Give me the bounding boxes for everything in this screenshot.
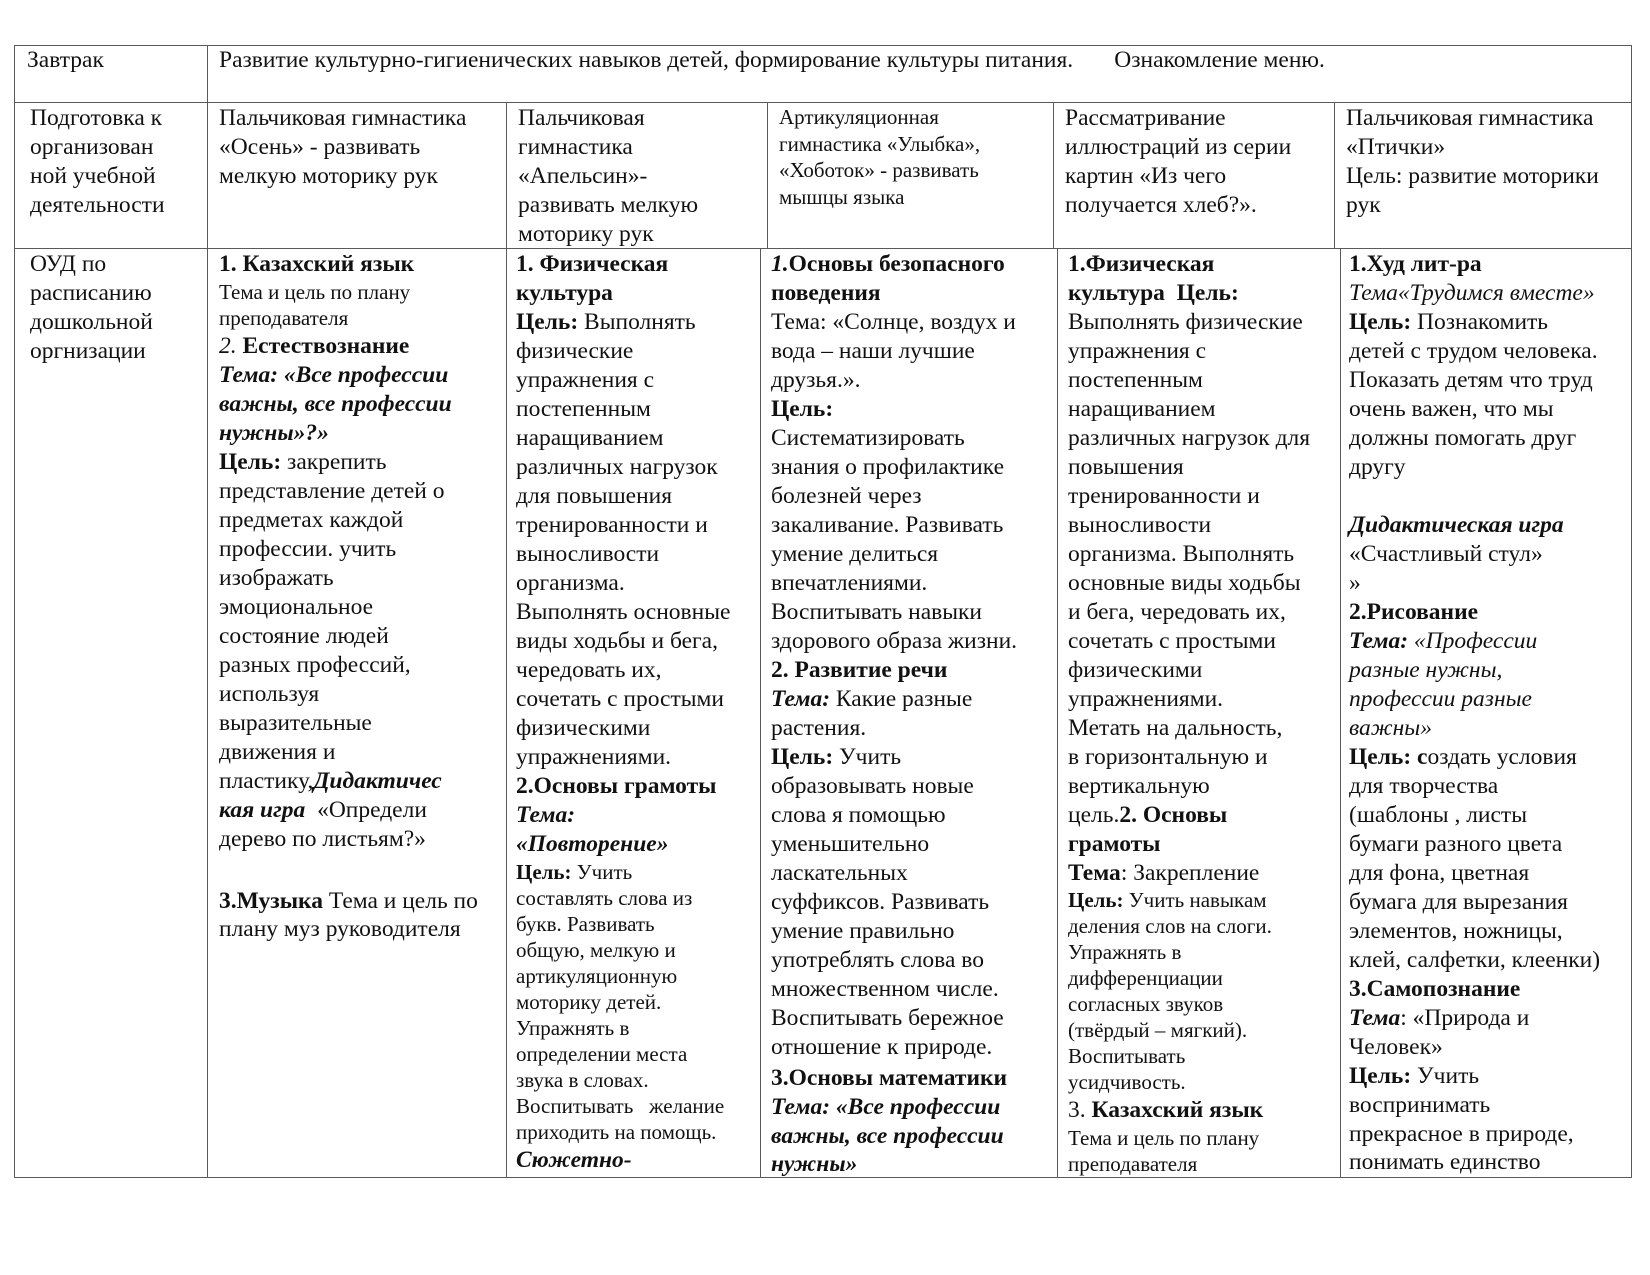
text-line: воспринимать — [1349, 1092, 1491, 1118]
text-line: используя — [219, 681, 320, 707]
text-line: Цель: Учить навыкам — [1068, 888, 1267, 912]
text-line: умение делиться — [771, 541, 939, 567]
text-line: разных профессий, — [219, 652, 411, 678]
text-line: Человек» — [1349, 1034, 1443, 1060]
text-line: Тема: «Профессии — [1349, 628, 1538, 654]
text-line: слова я помощью — [771, 802, 946, 828]
text-line: согласных звуков — [1068, 992, 1224, 1016]
text-line: физическими — [1068, 657, 1203, 683]
breakfast-description: Развитие культурно-гигиенических навыков детей, формирование культуры питания. Ознакомление меню. — [219, 47, 1325, 73]
text-line: тренированности и — [1068, 483, 1260, 509]
text-line: разные нужны, — [1349, 657, 1503, 683]
text-line: 2.Рисование — [1349, 599, 1479, 625]
text-line: Тема: «Природа и — [1349, 1005, 1530, 1031]
text-line: образовывать новые — [771, 773, 974, 799]
text-line: нужны» — [771, 1151, 858, 1177]
text-line: плану муз руководителя — [219, 916, 461, 942]
text-line: общую, мелкую и — [516, 938, 676, 962]
text-line: уменьшительно — [771, 831, 930, 857]
text-line: Цель: Учить — [771, 744, 902, 770]
text-line: впечатлениями. — [771, 570, 928, 596]
text-line: пластику,Дидактичес — [219, 768, 442, 794]
text-line: упражнения с — [516, 367, 655, 393]
text-line: Тема: — [516, 802, 576, 828]
text-line: эмоциональное — [219, 594, 374, 620]
text-line: 1.Основы безопасного — [771, 251, 1005, 277]
text-line: вода – наши лучшие — [771, 338, 975, 364]
text-line: и бега, чередовать их, — [1068, 599, 1286, 625]
text-line: физические — [516, 338, 634, 364]
text-line: » — [1349, 570, 1361, 596]
text-line: 2. Развитие речи — [771, 657, 948, 683]
text-line: Цель: Выполнять — [516, 309, 696, 335]
prep-cell-tuesday: Пальчиковая гимнастика «Апельсин»- развивать мелкую моторику рук — [518, 105, 699, 247]
text-line: физическими — [516, 715, 651, 741]
text-line: 3. Казахский язык — [1068, 1097, 1264, 1123]
text-line: приходить на помощь. — [516, 1120, 717, 1144]
row-divider-2 — [14, 248, 1632, 249]
text-line: умение правильно — [771, 918, 955, 944]
text-line: культура Цель: — [1068, 280, 1239, 306]
text-line: детей с трудом человека. — [1349, 338, 1598, 364]
text-line: суффиксов. Развивать — [771, 889, 990, 915]
table-border-left — [14, 45, 15, 1178]
text-line: прекрасное в природе, — [1349, 1121, 1574, 1147]
text-line: Воспитывать желание — [516, 1094, 725, 1118]
text-line: изображать — [219, 565, 334, 591]
text-line: Тема и цель по плану — [219, 280, 411, 304]
text-line: Тема: Закрепление — [1068, 860, 1260, 886]
col-divider-r3-1 — [506, 248, 507, 1178]
text-line: наращиванием — [1068, 396, 1216, 422]
text-line: 1. Физическая — [516, 251, 669, 277]
text-line: представление детей о — [219, 478, 445, 504]
text-line: Цель: Учить — [516, 860, 633, 884]
text-line: дифференциации — [1068, 966, 1223, 990]
text-line: 2. Естествознание — [219, 333, 410, 359]
text-line: кая игра «Определи — [219, 797, 427, 823]
text-line: грамоты — [1068, 831, 1161, 857]
text-line: организма. — [516, 570, 625, 596]
text-line: профессии. учить — [219, 536, 397, 562]
text-line: упражнениями. — [516, 744, 672, 770]
text-line: сочетать с простыми — [1068, 628, 1276, 654]
text-line: различных нагрузок для — [1068, 425, 1311, 451]
text-line: преподавателя — [219, 306, 349, 330]
text-line: виды ходьбы и бега, — [516, 628, 718, 654]
text-line: выразительные — [219, 710, 372, 736]
col-divider-r2-1 — [506, 102, 507, 249]
text-line: цель.2. Основы — [1068, 802, 1228, 828]
prep-cell-thursday: Рассматривание иллюстраций из серии картин «Из чего получается хлеб?». — [1065, 105, 1292, 218]
text-line: Воспитывать бережное — [771, 1005, 1004, 1031]
text-line: упражнениями. — [1068, 686, 1224, 712]
text-line: Тема: Какие разные — [771, 686, 973, 712]
text-line: усидчивость. — [1068, 1070, 1186, 1094]
col-divider-r2-4 — [1334, 102, 1335, 249]
breakfast-label: Завтрак — [27, 47, 104, 73]
col-divider-r2-3 — [1053, 102, 1054, 249]
text-line: Метать на дальность, — [1068, 715, 1283, 741]
text-line: Упражнять в — [1068, 940, 1182, 964]
text-line: Тема: «Солнце, воздух и — [771, 309, 1016, 335]
prep-cell-wednesday: Артикуляционная гимнастика «Улыбка», «Хоботок» - развивать мышцы языка — [779, 105, 981, 209]
text-line: состояние людей — [219, 623, 389, 649]
text-line: Цель: закрепить — [219, 449, 387, 475]
text-line: Выполнять физические — [1068, 309, 1303, 335]
text-line: (шаблоны , листы — [1349, 802, 1527, 828]
text-line: тренированности и — [516, 512, 708, 538]
text-line: упражнения с — [1068, 338, 1207, 364]
text-line: деления слов на слоги. — [1068, 914, 1272, 938]
text-line: движения и — [219, 739, 336, 765]
text-line: наращиванием — [516, 425, 664, 451]
text-line: 3.Музыка Тема и цель по — [219, 888, 478, 914]
text-line: для повышения — [516, 483, 673, 509]
col-divider-label — [207, 45, 208, 1178]
text-line: звука в словах. — [516, 1068, 649, 1092]
text-line: употреблять слова во — [771, 947, 984, 973]
text-line: клей, салфетки, клеенки) — [1349, 947, 1601, 973]
text-line: различных нагрузок — [516, 454, 718, 480]
text-line: (твёрдый – мягкий). — [1068, 1018, 1248, 1042]
text-line: важны» — [1349, 715, 1432, 741]
text-line: 2.Основы грамоты — [516, 773, 717, 799]
text-line: повышения — [1068, 454, 1184, 480]
text-line: постепенным — [1068, 367, 1203, 393]
text-line: здорового образа жизни. — [771, 628, 1018, 654]
text-line: закаливание. Развивать — [771, 512, 1004, 538]
text-line: предметах каждой — [219, 507, 404, 533]
prep-label: Подготовка к организован ной учебной деятельности — [30, 105, 165, 218]
col-divider-r3-3 — [1057, 248, 1058, 1178]
text-line: Выполнять основные — [516, 599, 731, 625]
text-line: 1. Казахский язык — [219, 251, 415, 277]
text-line: Цель: создать условия — [1349, 744, 1577, 770]
text-line: отношение к природе. — [771, 1034, 993, 1060]
text-line: Систематизировать — [771, 425, 965, 451]
text-line: 1.Физическая — [1068, 251, 1215, 277]
col-divider-r2-2 — [767, 102, 768, 249]
text-line: «Повторение» — [516, 831, 669, 857]
prep-cell-friday: Пальчиковая гимнастика «Птички» Цель: развитие моторики рук — [1346, 105, 1599, 218]
text-line: чередовать их, — [516, 657, 662, 683]
text-line: Показать детям что труд — [1349, 367, 1593, 393]
text-line: «Счастливый стул» — [1349, 541, 1543, 567]
text-line: растения. — [771, 715, 867, 741]
text-line: выносливости — [516, 541, 660, 567]
text-line: важны, все профессии — [219, 391, 452, 417]
text-line: Цель: — [771, 396, 834, 422]
text-line: другу — [1349, 454, 1406, 480]
text-line: 3.Самопознание — [1349, 976, 1521, 1002]
table-border-right — [1631, 45, 1632, 1178]
prep-cell-monday: Пальчиковая гимнастика «Осень» - развивать мелкую моторику рук — [219, 105, 467, 189]
text-line: ласкательных — [771, 860, 908, 886]
text-line: знания о профилактике — [771, 454, 1005, 480]
text-line: множественном числе. — [771, 976, 999, 1002]
text-line: 3.Основы математики — [771, 1065, 1008, 1091]
text-line: Тема: «Все профессии — [219, 362, 449, 388]
oud-label: ОУД по расписанию дошкольной оргнизации — [30, 251, 153, 364]
col-divider-r3-2 — [760, 248, 761, 1178]
text-line: болезней через — [771, 483, 922, 509]
text-line: для фона, цветная — [1349, 860, 1530, 886]
text-line: определении места — [516, 1042, 688, 1066]
text-line: для творчества — [1349, 773, 1499, 799]
text-line: вертикальную — [1068, 773, 1210, 799]
text-line: выносливости — [1068, 512, 1212, 538]
text-line: Сюжетно- — [516, 1147, 632, 1173]
text-line: сочетать с простыми — [516, 686, 724, 712]
text-line: Тема: «Все профессии — [771, 1094, 1001, 1120]
text-line: Воспитывать навыки — [771, 599, 983, 625]
text-line: Дидактическая игра — [1349, 512, 1564, 538]
text-line: нужны»?» — [219, 420, 329, 446]
text-line: Тема«Трудимся вместе» — [1349, 280, 1595, 306]
text-line: Упражнять в — [516, 1016, 630, 1040]
text-line: должны помогать друг — [1349, 425, 1577, 451]
text-line: постепенным — [516, 396, 651, 422]
text-line: понимать единство — [1349, 1149, 1541, 1175]
text-line: дерево по листьям?» — [219, 826, 426, 852]
text-line: составлять слова из — [516, 886, 693, 910]
text-line: очень важен, что мы — [1349, 396, 1554, 422]
text-line: Цель: Познакомить — [1349, 309, 1549, 335]
text-line: важны, все профессии — [771, 1123, 1004, 1149]
text-line: элементов, ножницы, — [1349, 918, 1563, 944]
text-line: культура — [516, 280, 613, 306]
text-line: поведения — [771, 280, 881, 306]
row-divider-1 — [14, 102, 1632, 103]
text-line: моторику детей. — [516, 990, 662, 1014]
text-line: 1.Худ лит-ра — [1349, 251, 1482, 277]
text-line: букв. Развивать — [516, 912, 655, 936]
col-divider-r3-4 — [1340, 248, 1341, 1178]
text-line: Тема и цель по плану — [1068, 1126, 1260, 1150]
text-line: организма. Выполнять — [1068, 541, 1295, 567]
text-line: преподавателя — [1068, 1152, 1198, 1176]
text-line: Воспитывать — [1068, 1044, 1186, 1068]
text-line: бумаги разного цвета — [1349, 831, 1563, 857]
text-line: в горизонтальную и — [1068, 744, 1268, 770]
text-line: Цель: Учить — [1349, 1063, 1480, 1089]
text-line: артикуляционную — [516, 964, 678, 988]
text-line: основные виды ходьбы — [1068, 570, 1301, 596]
text-line: бумага для вырезания — [1349, 889, 1568, 915]
text-line: друзья.». — [771, 367, 861, 393]
text-line: профессии разные — [1349, 686, 1532, 712]
